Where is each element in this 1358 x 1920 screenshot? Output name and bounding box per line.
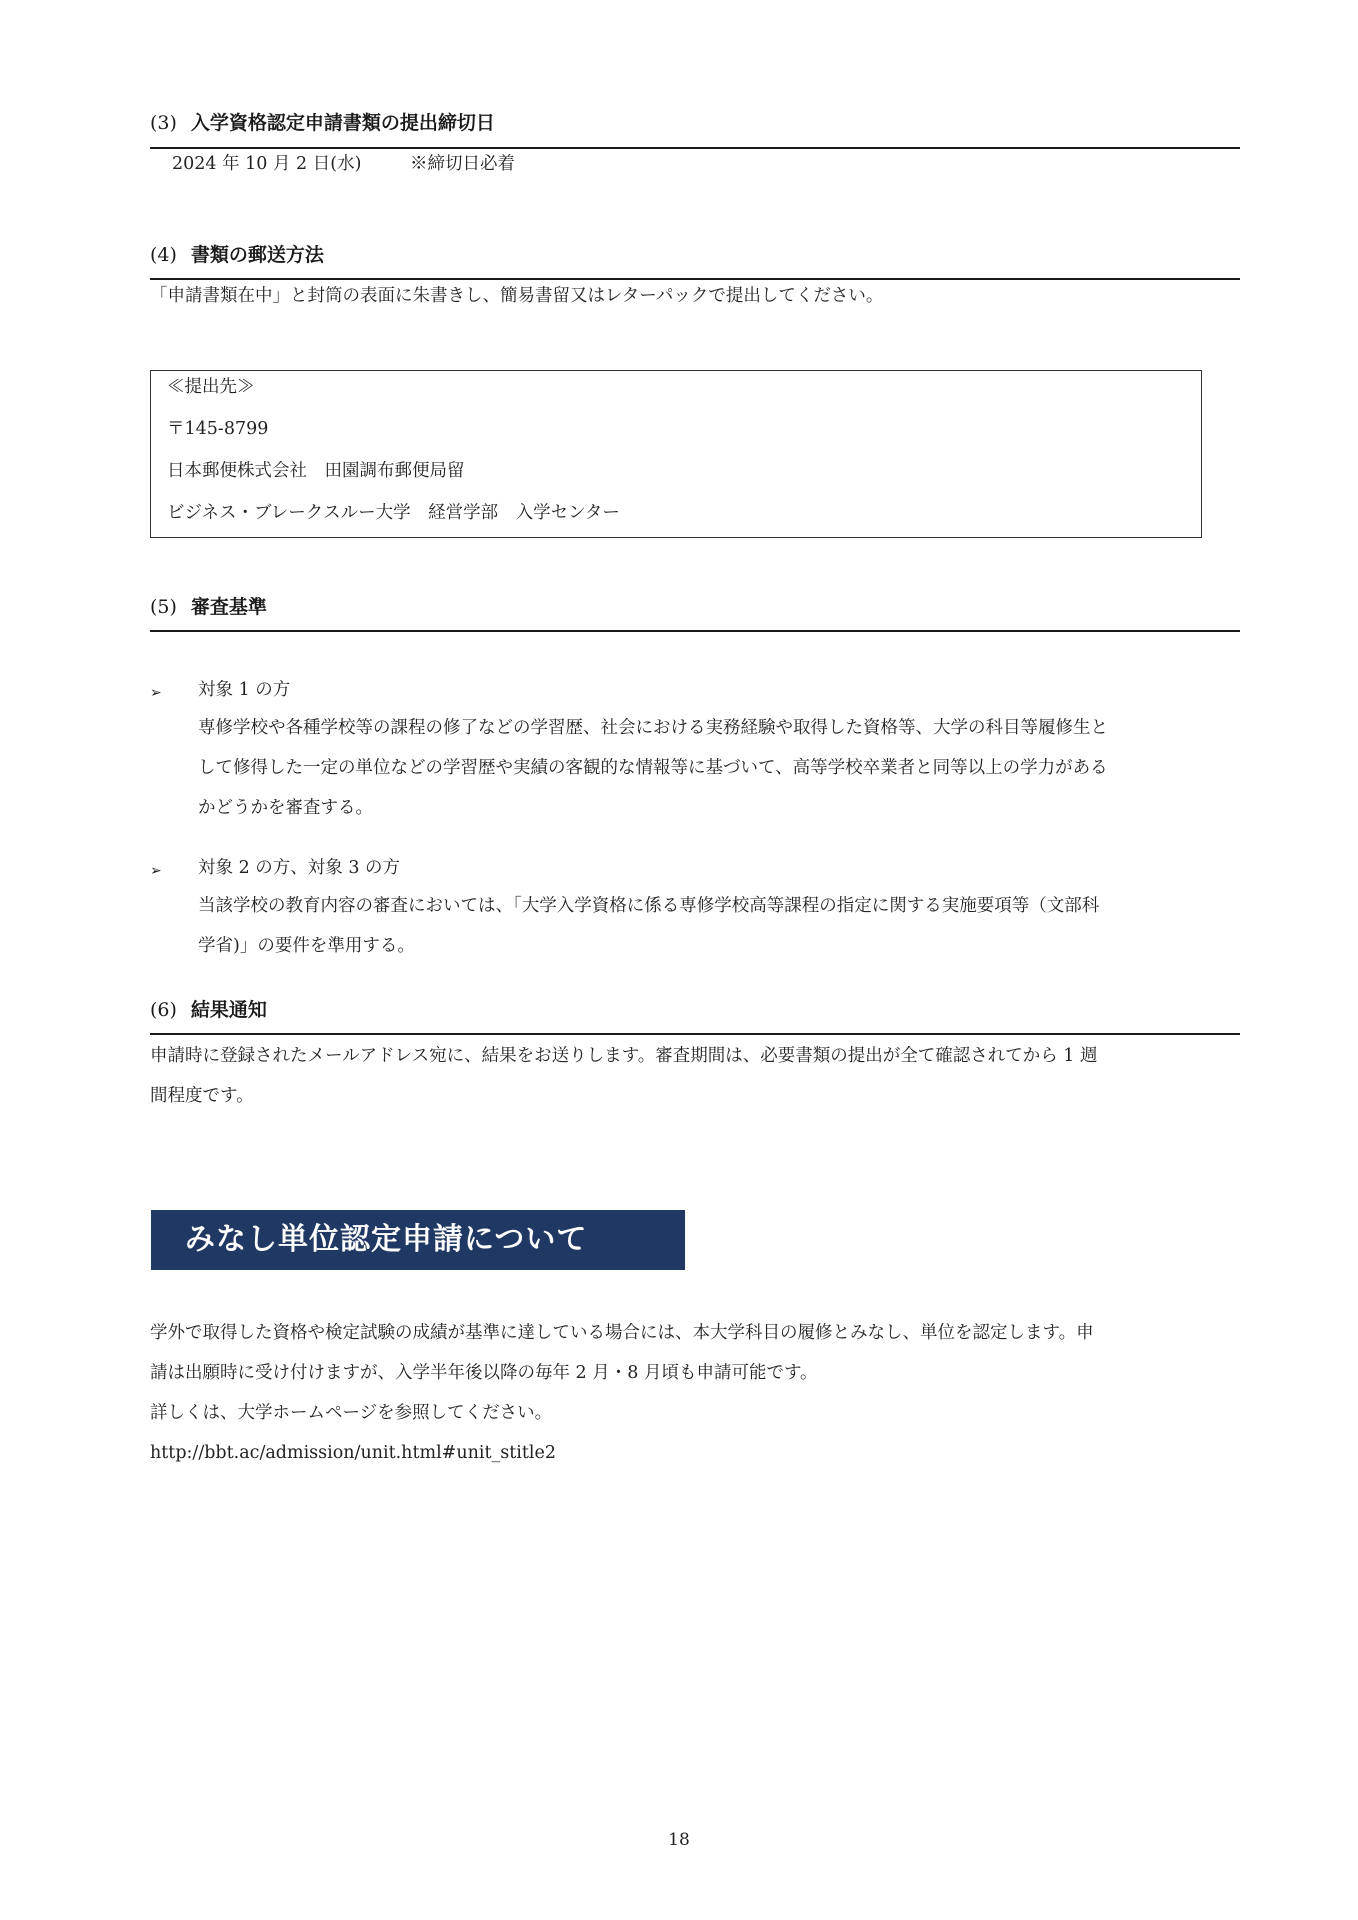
section-3-title: 入学資格認定申請書類の提出締切日 (190, 112, 495, 134)
section-6-title: 結果通知 (190, 999, 267, 1021)
address-header: ≪提出先≫ (167, 377, 255, 397)
minashi-url[interactable]: http://bbt.ac/admission/unit.html#unit_stitle2 (150, 1443, 556, 1463)
address-line-2: ビジネス・ブレークスルー大学 経営学部 入学センター (167, 503, 620, 523)
section-6-number: (6) (150, 999, 177, 1021)
section-4-rule (150, 278, 1240, 280)
deadline-note: ※締切日必着 (410, 154, 515, 174)
criteria-item-2-line-2: 学省)」の要件を準用する。 (198, 936, 415, 956)
minashi-line-1: 学外で取得した資格や検定試験の成績が基準に達している場合には、本大学科目の履修とみなし、単位を認定します。申 (150, 1323, 1094, 1343)
minashi-line-2: 請は出願時に受け付けますが、入学半年後以降の毎年 2 月・8 月頃も申請可能です。 (150, 1363, 818, 1383)
mailing-instructions: 「申請書類在中」と封筒の表面に朱書きし、簡易書留又はレターパックで提出してください。 (150, 286, 884, 306)
section-5-title: 審査基準 (190, 596, 267, 618)
result-notice-line-1: 申請時に登録されたメールアドレス宛に、結果をお送りします。審査期間は、必要書類の提出が全て確認されてから 1 週 (150, 1046, 1098, 1066)
criteria-item-1-label: 対象 1 の方 (198, 680, 291, 700)
section-6-rule (150, 1033, 1240, 1035)
page-number: 18 (668, 1830, 690, 1850)
section-4-number: (4) (150, 244, 177, 266)
bullet-arrow-icon: ➢ (150, 685, 162, 701)
address-postal-code: 〒145-8799 (167, 419, 269, 439)
section-5-number: (5) (150, 596, 177, 618)
bullet-arrow-icon: ➢ (150, 863, 162, 879)
criteria-item-1-line-3: かどうかを審査する。 (198, 798, 373, 818)
address-line-1: 日本郵便株式会社 田園調布郵便局留 (167, 461, 465, 481)
section-3-rule (150, 147, 1240, 149)
criteria-item-1-line-2: して修得した一定の単位などの学習歴や実績の客観的な情報等に基づいて、高等学校卒業者と同等以上の学力がある (198, 758, 1108, 778)
criteria-item-2-line-1: 当該学校の教育内容の審査においては、「大学入学資格に係る専修学校高等課程の指定に関する実施要項等（文部科 (198, 896, 1100, 916)
criteria-item-1-line-1: 専修学校や各種学校等の課程の修了などの学習歴、社会における実務経験や取得した資格等、大学の科目等履修生と (198, 718, 1108, 738)
section-5-rule (150, 630, 1240, 632)
result-notice-line-2: 間程度です。 (150, 1086, 254, 1106)
section-5-heading (150, 592, 267, 619)
criteria-item-2-label: 対象 2 の方、対象 3 の方 (198, 858, 401, 878)
address-box (150, 370, 1202, 538)
deadline-date: 2024 年 10 月 2 日(水) (172, 154, 362, 174)
section-4-heading (150, 240, 324, 267)
section-3-heading (150, 108, 495, 135)
section-3-number: (3) (150, 112, 177, 134)
minashi-section-banner: みなし単位認定申請について (151, 1210, 685, 1270)
minashi-line-3: 詳しくは、大学ホームページを参照してください。 (150, 1403, 553, 1423)
section-4-title: 書類の郵送方法 (190, 244, 324, 266)
section-6-heading (150, 995, 267, 1022)
